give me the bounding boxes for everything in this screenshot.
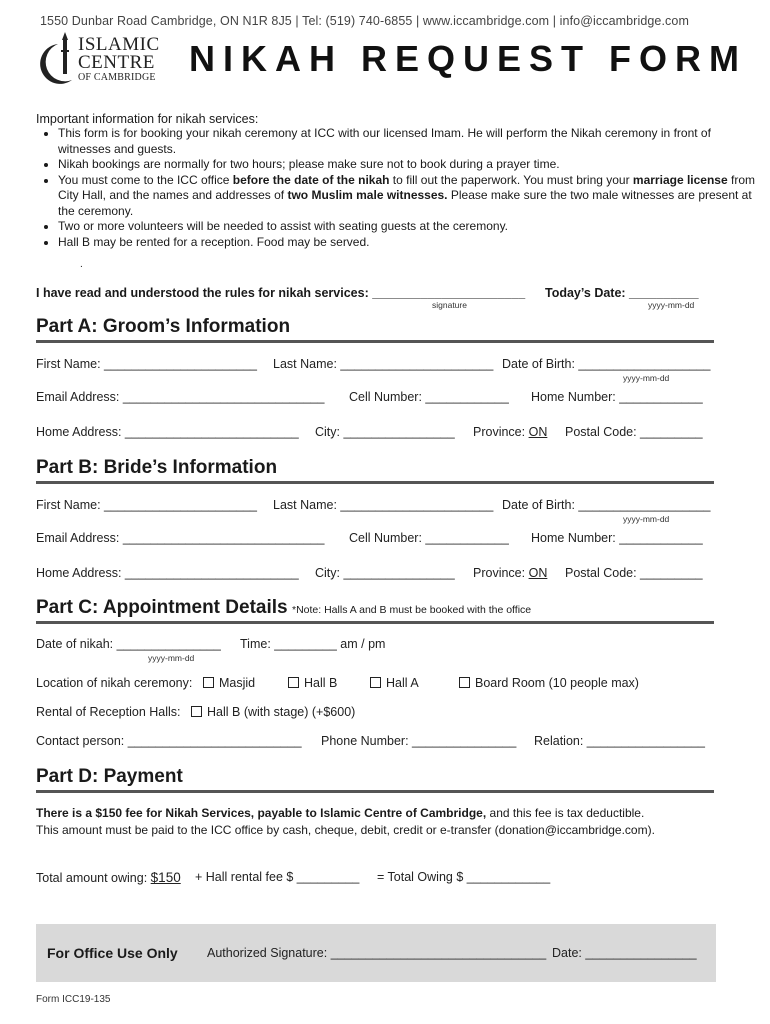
part-b-title: Part B: Bride’s Information	[36, 457, 278, 478]
section-divider	[36, 340, 714, 343]
bride-dob-field[interactable]: Date of Birth: ___________________	[502, 498, 711, 512]
bride-city-field[interactable]: City: ________________	[315, 566, 455, 580]
phone-number-field[interactable]: Phone Number: _______________	[321, 734, 517, 748]
total-amount-owing	[36, 870, 181, 885]
checkbox[interactable]	[191, 706, 202, 717]
list-item: • Nikah bookings are normally for two hours; please make sure not to book during a prayer time.	[58, 157, 758, 173]
fee-bold: There is a $150 fee for Nikah Services, payable to Islamic Centre of Cambridge,	[36, 806, 487, 820]
province-label: Province:	[473, 566, 529, 580]
dob-format-hint: yyyy-mm-dd	[623, 514, 670, 524]
bride-first-name-field[interactable]: First Name: ______________________	[36, 498, 258, 512]
bride-home-number-field[interactable]: Home Number: ____________	[531, 531, 703, 545]
bride-address-field[interactable]: Home Address: _________________________	[36, 566, 299, 580]
list-item	[58, 173, 758, 220]
location-option-board-room[interactable]	[459, 676, 639, 690]
province-value: ON	[528, 566, 548, 580]
total-value: $150	[150, 870, 181, 885]
todays-date-field[interactable]: Today’s Date: __________	[545, 286, 699, 300]
bride-postal-field[interactable]: Postal Code: _________	[565, 566, 703, 580]
part-d-title: Part D: Payment	[36, 766, 183, 787]
logo-text-centre: CENTRE	[78, 52, 155, 73]
option-label: Board Room (10 people max)	[475, 676, 639, 690]
groom-postal-field[interactable]: Postal Code: _________	[565, 425, 703, 439]
location-option-masjid[interactable]	[203, 676, 255, 690]
section-divider	[36, 621, 714, 624]
bullet-bold: before the date of the nikah	[232, 172, 390, 187]
nikah-date-field[interactable]: Date of nikah: _______________	[36, 637, 221, 651]
part-a-title: Part A: Groom’s Information	[36, 316, 291, 337]
list-item: • This form is for booking your nikah ceremony at ICC with our licensed Imam. He will perform the Nikah ceremony in front of witnesses and guests.	[58, 126, 758, 157]
bullet-bold: marriage license	[632, 172, 728, 187]
bride-email-field[interactable]: Email Address: _____________________________	[36, 531, 325, 545]
total-owing-field[interactable]: = Total Owing $ ____________	[377, 870, 551, 884]
logo-text-cambridge: OF CAMBRIDGE	[78, 72, 156, 83]
list-item: • Hall B may be rented for a reception. Food may be served.	[58, 235, 758, 251]
checkbox[interactable]	[203, 677, 214, 688]
icc-logo	[34, 30, 184, 90]
bullet-text: Please make sure the two male witnesses are present at the ceremony.	[58, 188, 752, 218]
office-use-label: For Office Use Only	[47, 945, 178, 961]
part-c-title: Part C: Appointment Details	[36, 597, 288, 618]
groom-last-name-field[interactable]: Last Name: ______________________	[273, 357, 494, 371]
nikah-time-field[interactable]: Time: _________ am / pm	[240, 637, 386, 651]
payment-method-text: This amount must be paid to the ICC office by cash, cheque, debit, credit or e-transfer (donation@iccambridge.com).	[36, 823, 655, 837]
info-list	[36, 126, 758, 250]
intro-heading: Important information for nikah services:	[36, 112, 259, 126]
groom-province-field[interactable]	[473, 425, 547, 439]
contact-line: 1550 Dunbar Road Cambridge, ON N1R 8J5 | Tel: (519) 740-6855 | www.iccambridge.com | info@iccambridge.com	[40, 14, 689, 28]
halls-note: *Note: Halls A and B must be booked with the office	[292, 604, 532, 616]
contact-person-field[interactable]: Contact person: _________________________	[36, 734, 302, 748]
bullet-text: from City Hall, and the names and addresses of	[58, 172, 755, 202]
location-label: Location of nikah ceremony:	[36, 676, 193, 690]
relation-field[interactable]: Relation: _________________	[534, 734, 705, 748]
bullet-bold: two Muslim male witnesses.	[287, 188, 448, 202]
form-number: Form ICC19-135	[36, 994, 111, 1005]
bullet-text: to fill out the paperwork. You must bring your	[389, 172, 633, 187]
bride-cell-field[interactable]: Cell Number: ____________	[349, 531, 509, 545]
groom-city-field[interactable]: City: ________________	[315, 425, 455, 439]
hall-rental-fee-field[interactable]: + Hall rental fee $ _________	[195, 870, 360, 884]
signature-hint: signature	[432, 300, 467, 310]
form-title: NIKAH REQUEST FORM	[189, 38, 747, 79]
checkbox[interactable]	[370, 677, 381, 688]
province-label: Province:	[473, 425, 529, 439]
rental-option-hall-b[interactable]	[191, 705, 355, 719]
groom-dob-field[interactable]: Date of Birth: ___________________	[502, 357, 711, 371]
dob-format-hint: yyyy-mm-dd	[623, 373, 670, 383]
checkbox[interactable]	[459, 677, 470, 688]
list-item: • Two or more volunteers will be needed to assist with seating guests at the ceremony.	[58, 219, 758, 235]
stray-dot: .	[80, 259, 83, 270]
option-label: Hall B	[304, 676, 338, 690]
bullet-text: You must come to the ICC office	[58, 172, 233, 187]
acknowledge-signature-field[interactable]: I have read and understood the rules for nikah services: ______________________	[36, 286, 526, 300]
office-date-field[interactable]: Date: ________________	[552, 946, 697, 960]
date-format-hint: yyyy-mm-dd	[648, 300, 695, 310]
option-label: Hall A	[386, 676, 419, 690]
option-label: Masjid	[219, 676, 256, 690]
date-format-hint: yyyy-mm-dd	[148, 653, 195, 663]
groom-home-number-field[interactable]: Home Number: ____________	[531, 390, 703, 404]
bride-province-field[interactable]	[473, 566, 547, 580]
groom-first-name-field[interactable]: First Name: ______________________	[36, 357, 258, 371]
groom-address-field[interactable]: Home Address: _________________________	[36, 425, 299, 439]
logo-text-islamic: ISLAMIC	[78, 34, 160, 55]
location-option-hall-b[interactable]	[288, 676, 337, 690]
payment-fee-text	[36, 806, 644, 820]
section-divider	[36, 790, 714, 793]
checkbox[interactable]	[288, 677, 299, 688]
location-option-hall-a[interactable]	[370, 676, 419, 690]
option-label: Hall B (with stage) (+$600)	[207, 705, 356, 719]
total-label: Total amount owing:	[36, 871, 148, 885]
rental-label: Rental of Reception Halls:	[36, 705, 181, 719]
groom-email-field[interactable]: Email Address: _____________________________	[36, 390, 325, 404]
crescent-minaret-icon	[34, 30, 80, 88]
province-value: ON	[528, 425, 548, 439]
section-divider	[36, 481, 714, 484]
authorized-signature-field[interactable]: Authorized Signature: _______________________________	[207, 946, 547, 960]
groom-cell-field[interactable]: Cell Number: ____________	[349, 390, 509, 404]
fee-rest: and this fee is tax deductible.	[486, 806, 645, 820]
bride-last-name-field[interactable]: Last Name: ______________________	[273, 498, 494, 512]
